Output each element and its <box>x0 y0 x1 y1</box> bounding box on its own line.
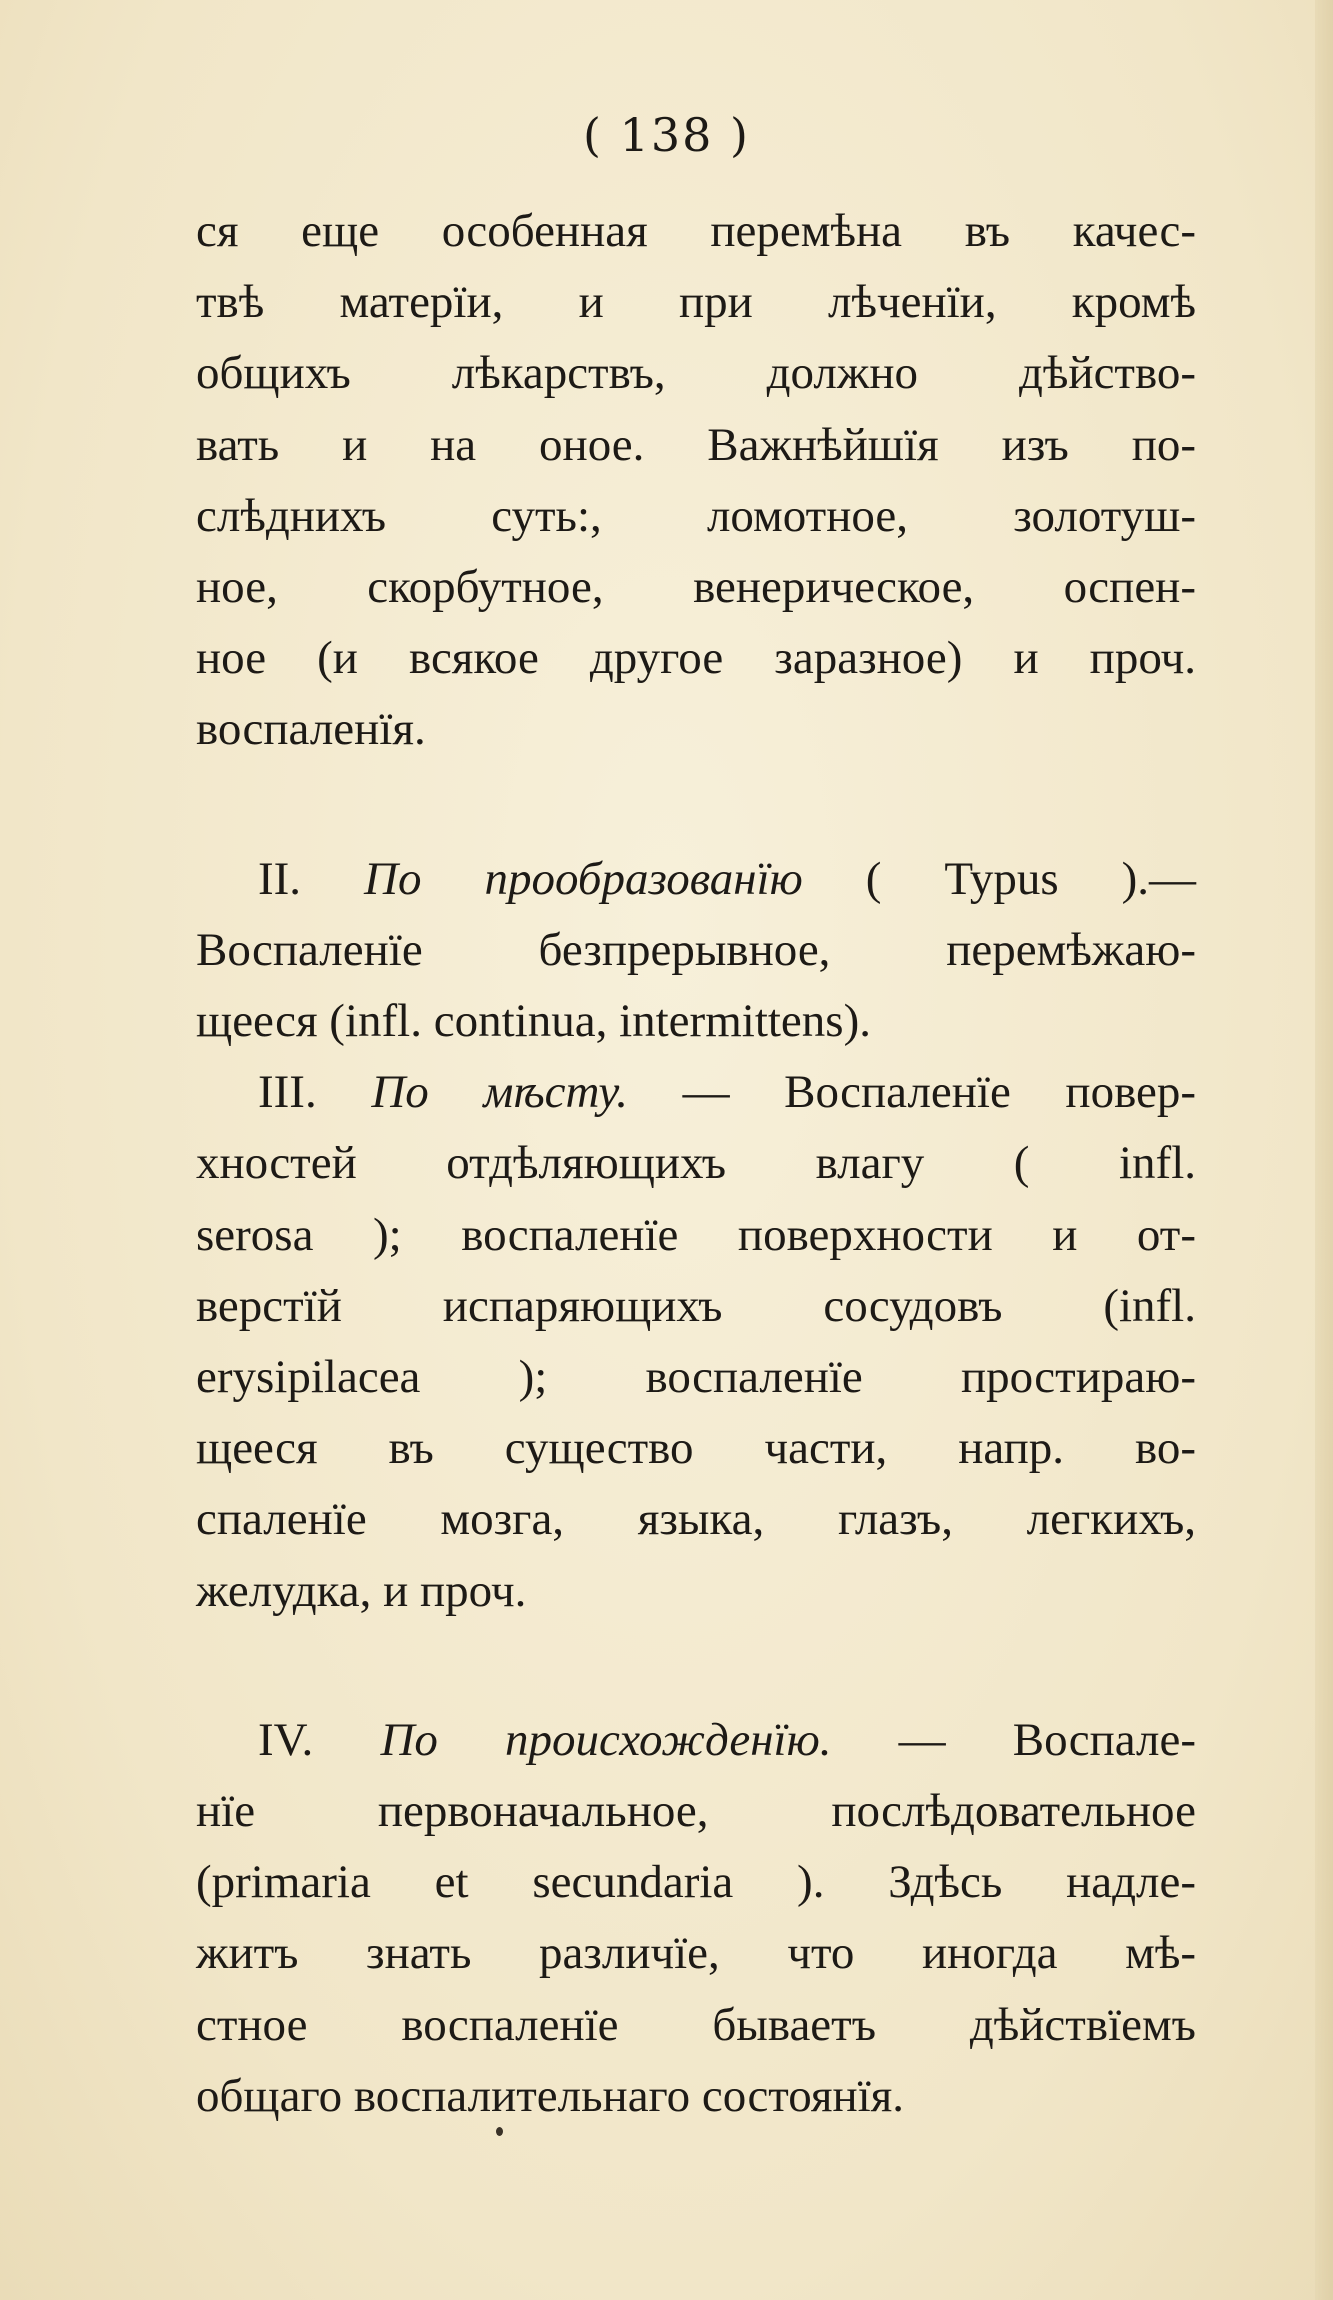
text-line: стное воспаленїе бываетъ дѣйствїемъ <box>196 1998 1196 2051</box>
text-line: вать и на оное. Важнѣйшїя изъ по- <box>196 418 1196 471</box>
section-3 <box>196 1057 1196 1627</box>
page-edge <box>1315 0 1333 2300</box>
text-line: Воспаленїе безпрерывное, перемѣжаю- <box>196 923 1196 976</box>
section-4 <box>196 1705 1196 2132</box>
section-heading: По прообразованїю <box>364 852 803 905</box>
text-line: верстїй испаряющихъ сосудовъ (infl. <box>196 1279 1196 1332</box>
paragraph-continuation <box>196 196 1196 766</box>
text-line: слѣднихъ суть:, ломотное, золотуш- <box>196 489 1196 542</box>
section-2 <box>196 844 1196 1058</box>
text-line: erysipilacea ); воспаленїе простираю- <box>196 1351 1196 1404</box>
section-heading: По происхожденїю. <box>380 1713 832 1766</box>
text-line: ное, скорбутное, венерическое, оспен- <box>196 561 1196 614</box>
section-number: IV. <box>258 1713 314 1766</box>
page-number: ( 138 ) <box>583 108 750 162</box>
text-line: нїе первоначальное, послѣдовательное <box>196 1785 1196 1838</box>
ink-speck <box>496 2127 503 2136</box>
text-line: общаго воспалительнаго состоянїя. <box>196 2069 905 2122</box>
heading-line-rest: ( Typus ).— <box>865 852 1197 905</box>
text-line: общихъ лѣкарствъ, должно дѣйство- <box>196 347 1196 400</box>
text-line: ное (и всякое другое заразное) и проч. <box>196 632 1196 685</box>
section-heading-line <box>196 844 1196 915</box>
text-line: ся еще особенная перемѣна въ качес- <box>196 205 1196 257</box>
heading-line-rest: — Воспаленїе повер- <box>682 1066 1197 1119</box>
text-line: щееся (infl. continua, intermittens). <box>196 995 871 1048</box>
text-line: serosa ); воспаленїе поверхности и от- <box>196 1208 1196 1261</box>
text-line: (primaria et secundaria ). Здѣсь надле- <box>196 1856 1196 1909</box>
text-line: спаленїе мозга, языка, глазъ, легкихъ, <box>196 1493 1196 1546</box>
text-line: твѣ матерїи, и при лѣченїи, кромѣ <box>196 276 1196 329</box>
text-line: хностей отдѣляющихъ влагу ( infl. <box>196 1137 1196 1190</box>
text-line: воспаленїя. <box>196 703 426 756</box>
section-number: III. <box>258 1066 317 1119</box>
heading-line-rest: — Воспале- <box>898 1713 1197 1766</box>
section-heading-line <box>196 1057 1196 1128</box>
section-number: II. <box>258 852 302 905</box>
section-heading: По мѣсту. <box>371 1066 628 1119</box>
text-line: житъ знать различїе, что иногда мѣ- <box>196 1927 1196 1980</box>
text-line: желудка, и проч. <box>196 1564 527 1617</box>
body-text <box>196 196 1196 2132</box>
text-line: щееся въ существо части, напр. во- <box>196 1422 1196 1475</box>
section-heading-line <box>196 1705 1196 1776</box>
